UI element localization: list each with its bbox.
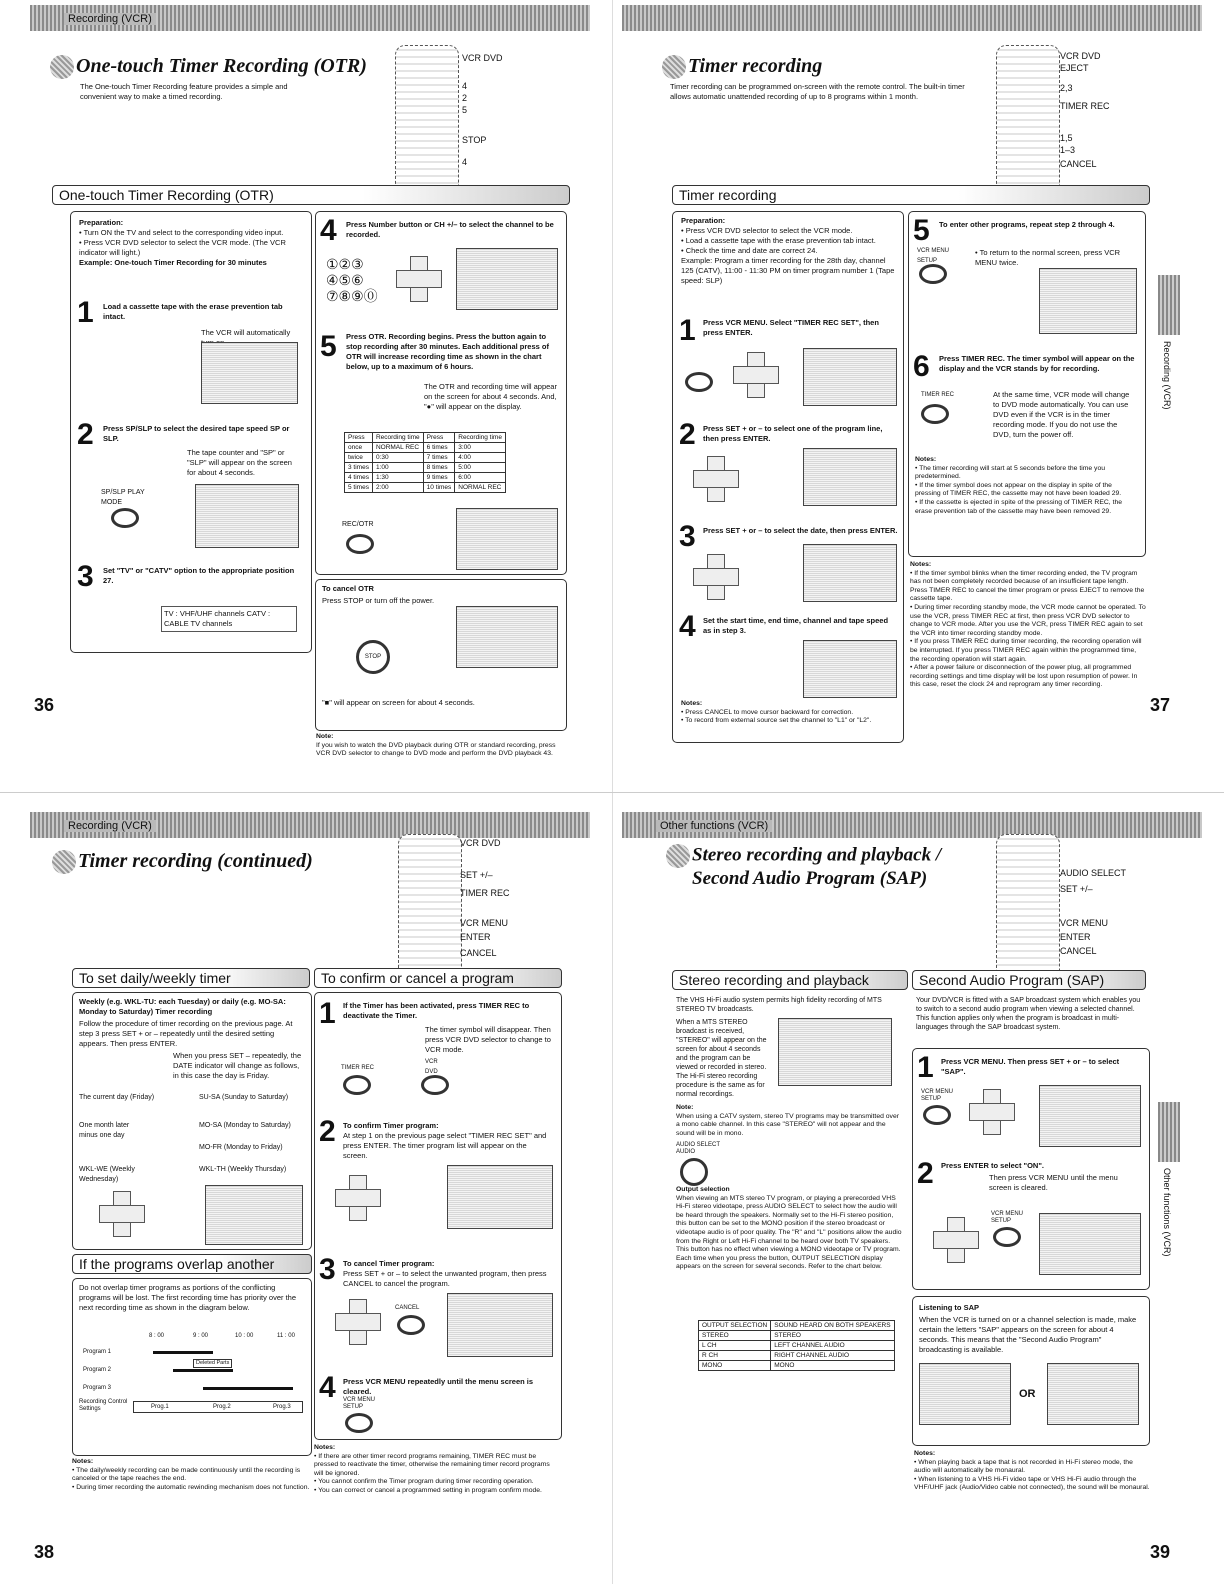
number-buttons-icon: ①②③ ④⑤⑥ ⑦⑧⑨⓪ [326,256,378,304]
tv-screen-image [447,1293,553,1357]
step-number: 1 [679,314,696,347]
stereo-note: Note: When using a CATV system, stereo TV programs may be transmitted over a mono cable channel. In this case "STEREO" will not appear and the sound will be in mono. [676,1104,899,1137]
table-row: MONO MONO [699,1361,895,1371]
vcr-menu-button[interactable] [993,1227,1021,1247]
diagram-label: Prog.2 [213,1404,231,1410]
table-header-row: OUTPUT SELECTION SOUND HEARD ON BOTH SPEAKERS [699,1321,895,1331]
section-title: One-touch Timer Recording (OTR) [52,185,570,205]
page-title: Stereo recording and playback / [666,844,941,868]
table-row: once NORMAL REC 6 times 3:00 [345,443,506,453]
step-number: 2 [917,1157,934,1190]
remote-control-icon [398,834,462,986]
remote-label: 4 [462,157,468,167]
title-drop-cap-icon [50,55,74,79]
diagram-time: 8 : 00 [149,1333,165,1339]
left-column-box [672,211,904,743]
page-title: One-touch Timer Recording (OTR) [50,55,367,79]
stereo-intro: The VHS Hi-Fi audio system permits high fidelity recording of MTS STEREO TV broadcasts. [676,997,882,1013]
daily-weekly-box [72,992,312,1250]
page-38 [30,812,590,1582]
diagram-time: 11 : 00 [277,1333,295,1339]
rec-otr-button[interactable] [346,534,374,554]
audio-select-button[interactable] [680,1158,708,1186]
tv-screen-image [803,640,897,698]
page-title: Timer recording (continued) [52,850,313,874]
table-row: 3 times 1:00 8 times 5:00 [345,463,506,473]
middle-divider [0,792,1224,793]
tv-screen-image [803,348,897,406]
remote-label: VCR DVD [1060,51,1101,61]
table-header-row: Press Recording time Press Recording time [345,433,506,443]
confirm-step-1-note: The timer symbol will disappear. Then press VCR DVD selector to change to VCR mode. [425,1025,551,1054]
step-2: Press SET + or – to select one of the program line, then press ENTER. [703,424,883,443]
remote-label: SET +/– [460,870,493,880]
remote-label: VCR MENU [460,918,509,928]
step-1: Press VCR MENU. Select "TIMER REC SET", then press ENTER. [703,318,879,337]
confirm-step-2: To confirm Timer program: [343,1121,439,1130]
weekly-text: Follow the procedure of timer recording on the previous page. At step 3 press SET + or – repeatedly until the desired setting appears. Then press ENTER. [79,1019,293,1048]
prep-title: Preparation: [681,216,726,225]
step-6: Press TIMER REC. The timer symbol will appear on the display and the VCR stands by for recording. [939,354,1135,373]
step-number: 3 [679,520,696,553]
button-label: CANCEL [395,1305,420,1311]
side-label: Other functions (VCR) [1162,1168,1172,1257]
dpad-icon [933,1217,977,1261]
remote-label: 2,3 [1060,83,1073,93]
overlap-text: Do not overlap timer programs as portions of the conflicting programs will be lost. The first recording time has priority over the next recording time as shown in the diagram below. [79,1283,297,1312]
page-header [622,812,1202,838]
step-5-note: The OTR and recording time will appear on the screen for about 4 seconds. And, "●" will appear on the display. [424,382,557,411]
tv-catv-option-box: TV : VHF/UHF channels CATV : CABLE TV channels [161,606,297,632]
otr-time-table [344,432,506,493]
step-6-note: At the same time, VCR mode will change to DVD mode automatically. You can use DVD even if the VCR is in the timer recording mode. If you do not use the DVD, turn the power off. [993,390,1130,439]
step-5: To enter other programs, repeat step 2 through 4. [939,220,1115,229]
page-title: Timer recording [662,55,822,79]
remote-label: CANCEL [460,948,497,958]
step-number: 6 [913,350,930,383]
step-number: 5 [913,214,930,247]
remote-label: AUDIO SELECT [1060,868,1127,878]
page-number: 39 [1150,1542,1171,1562]
page-37 [622,5,1202,765]
title-drop-cap-icon [666,844,690,868]
step-4: Press Number button or CH +/– to select the channel to be recorded. [346,220,554,239]
step-number: 5 [320,330,337,363]
example-text: Example: Program a timer recording for the 28th day, channel 125 (CATV), 11:00 - 11:30 PM on timer program number 1 (Tape speed: SLP) [681,256,895,285]
cycle-item: MO-FR (Monday to Friday) [199,1144,283,1151]
weekly-title: Weekly (e.g. WKL-TU: each Tuesday) or daily (e.g. MO-SA: Monday to Saturday) Timer recording [79,997,286,1016]
step-1: Load a cassette tape with the erase prevention tab intact. [103,302,283,321]
cycle-item: The current day (Friday) [79,1094,155,1101]
title-drop-cap-icon [52,850,76,874]
section-title: Stereo recording and playback [672,970,908,990]
button-label: VCR MENU SETUP [343,1397,376,1410]
prep-item: • Press VCR DVD selector to select the VCR mode. [681,226,853,235]
confirm-step-2-note: At step 1 on the previous page select "TIMER REC SET" and press ENTER. The timer program list will appear on the screen. [343,1131,547,1160]
page-number: 38 [34,1542,55,1562]
button-label: REC/OTR [342,521,374,528]
sap-step-1: Press VCR MENU. Then press SET + or – to select "SAP". [941,1057,1120,1076]
prep-item: • Check the time and date are correct 24. [681,246,818,255]
page-number: 36 [34,695,55,715]
tv-screen-image [1047,1363,1139,1425]
remote-label: VCR MENU [1060,918,1109,928]
cycle-item: One month later minus one day [79,1122,130,1139]
step-1-note: The VCR will automatically [201,328,291,337]
listening-sap-box [912,1296,1150,1446]
right-column-box [315,211,567,575]
sap-intro: Your DVD/VCR is fitted with a SAP broadcast system which enables you to switch to a second audio program when viewing a selected channel. This function applies only when the program is broadcast in multi-languages through the SAP broadcast system. [916,997,1141,1031]
tv-screen-image [201,342,298,404]
output-table [698,1320,895,1371]
page-39 [622,812,1202,1582]
stop-button[interactable]: STOP [356,640,390,674]
step-2: Press SP/SLP to select the desired tape speed SP or SLP. [103,424,290,443]
remote-label: 2 [462,93,468,103]
button-label: VCR MENU SETUP [917,248,950,264]
remote-label: 1,5 [1060,133,1073,143]
side-tab [1158,275,1180,335]
step-number: 2 [319,1115,336,1148]
table-row: STEREO STEREO [699,1331,895,1341]
output-selection: Output selection When viewing an MTS stereo TV program, or playing a prerecorded VHS Hi-Fi stereo videotape, press AUDIO SELECT to select how the audio will be heard through the speakers. Normally set to the Hi-Fi stereo position, this button can be set to the MONO position if the stereo broadcast or videotape audio is of poor quality. The "R" and "L" positions allow the audio from the Right or Left Hi-Fi channel to be heard over both TV speakers. This button has no effect when viewing a MONO videotape or TV program. Each time when you press the button, OUTPUT SELECTION display appears on the screen for several seconds. Refer to the chart below. [676,1186,902,1271]
remote-label: STOP [462,135,487,145]
notes-left: Notes: • Press CANCEL to move cursor backward for correction. • To record from external source set the channel to "L1" or "L2". [681,700,872,725]
weekly-note: When you press SET – repeatedly, the DATE indicator will change as follows, in this case the day is Friday. [173,1051,302,1080]
cycle-item: MO-SA (Monday to Saturday) [199,1122,291,1129]
sap-step-2-note: Then press VCR MENU until the menu screen is cleared. [989,1173,1118,1192]
remote-label: TIMER REC [1060,101,1110,111]
prep-item: • Load a cassette tape with the erase prevention tab intact. [681,236,876,245]
section-title: Timer recording [672,185,1150,205]
remote-control-icon [996,45,1060,197]
dpad-icon [693,456,737,500]
tv-screen-image [1039,1085,1141,1147]
cycle-item: SU-SA (Sunday to Saturday) [199,1094,289,1101]
program-bar [203,1387,293,1390]
table-row: twice 0:30 7 times 4:00 [345,453,506,463]
tv-screen-image [1039,268,1137,334]
diagram-label: Prog.3 [273,1404,291,1410]
step-number: 2 [77,418,94,451]
cancel-text: Press STOP or turn off the power. [322,596,435,605]
button-label: VCR MENU SETUP [991,1211,1024,1224]
page-header [30,5,590,31]
confirm-step-3: To cancel Timer program: [343,1259,435,1268]
table-row: L CH LEFT CHANNEL AUDIO [699,1341,895,1351]
page-header [622,5,1202,31]
step-number: 3 [319,1253,336,1286]
page-number: 37 [1150,695,1171,715]
cycle-item: WKL-WE (Weekly Wednesday) [79,1166,135,1183]
button-label: TIMER REC [921,392,954,398]
left-column-box [70,211,312,653]
dpad-icon [396,256,440,300]
step-number: 1 [917,1051,934,1084]
step-number: 4 [679,610,696,643]
section-title: Second Audio Program (SAP) [912,970,1146,990]
tv-screen-image [205,1185,303,1245]
dpad-icon [969,1089,1013,1133]
prep-item: • Press VCR DVD selector to select the VCR mode. (The VCR indicator will light.) [79,238,286,257]
or-label: OR [1019,1388,1036,1400]
confirm-step-1: If the Timer has been activated, press TIMER REC to deactivate the Timer. [343,1001,530,1020]
tv-screen-image [456,248,558,310]
header-label: Recording (VCR) [64,820,156,832]
prep-title: Preparation: [79,218,124,227]
vcr-menu-button[interactable] [345,1413,373,1433]
remote-label: TIMER REC [460,888,510,898]
step-number: 1 [319,997,336,1030]
side-label: Recording (VCR) [1162,341,1172,410]
button-label: VCR MENU SETUP [921,1089,954,1102]
note-block: Note: If you wish to watch the DVD playback during OTR or standard recording, press VCR DVD selector to change to DVD mode and perform the DVD playback 43. [316,733,556,758]
step-number: 3 [77,560,94,593]
step-5: Press OTR. Recording begins. Press the button again to stop recording after 30 minutes. Each additional press of OTR will increase recording time as shown in the chart below, up to a maximum of 6 hours. [346,332,549,371]
cancel-note: "■" will appear on screen for about 4 seconds. [322,698,475,707]
vcr-dvd-button[interactable] [421,1075,449,1095]
stereo-text: When a MTS STEREO broadcast is received, "STEREO" will appear on the screen for about 4 seconds and the program can be viewed or recorded in stereo. The Hi-Fi stereo recording procedure is the same as for normal recordings. [676,1019,767,1098]
tv-screen-image [778,1018,892,1086]
intro-text: Timer recording can be programmed on-screen with the remote control. The built-in timer allows automatic unattended recording of up to 8 programs within 1 month. [670,82,965,101]
example-text: Example: One-touch Timer Recording for 30 minutes [79,258,267,267]
tv-screen-image [919,1363,1011,1425]
step-2-note: The tape counter and "SP" or "SLP" will appear on the screen for about 4 seconds. [187,448,292,477]
diagram-time: 10 : 00 [235,1333,254,1339]
notes-block: Notes: • If the timer symbol blinks when the timer recording ended, the TV program has not been completely recorded because of an insufficient tape length. Press TIMER REC to cancel the timer program or press EJECT to remove the cassette tape. • During timer recording standby mode, the VCR mode cannot be operated. To use the VCR, press TIMER REC at first, then press VCR DVD selector to change to VCR mode. After you use the VCR, press TIMER REC again to set the VCR into timer recording standby mode. • If you press TIMER REC during timer recording, the recording operation will be interrupted. If you press TIMER REC again within the programmed time, the recording operation will start again. • After a power failure or disconnection of the power plug, all programmed recording settings and time display will be lost upon resumption of power. In this case, reset the clock 24 and reprogram any timer recording. [910,561,1146,689]
page-header [30,812,590,838]
notes-block: Notes: • When playing back a tape that is not recorded in Hi-Fi stereo mode, the audio will automatically be monaural. • When listening to a VHS Hi-Fi video tape or VHS Hi-Fi audio through the VHF/UHF jack (Audio/Video cable not connected), the sound will be monaural. [914,1450,1150,1492]
confirm-step-4: Press VCR MENU repeatedly until the menu screen is cleared. [343,1377,534,1396]
header-label: Recording (VCR) [64,13,156,25]
intro-text: The One-touch Timer Recording feature provides a simple and convenient way to make a timed recording. [80,82,288,101]
program-bar [153,1351,213,1354]
diagram-label: Prog.1 [151,1404,169,1410]
side-tab [1158,1102,1180,1162]
listening-title: Listening to SAP [919,1303,979,1312]
notes-block: Notes: • The daily/weekly recording can be made continuously until the recording is canceled or the tape reaches the end. • During timer recording the automatic rewinding mechanism does not function. [72,1458,310,1491]
remote-label: 5 [462,105,468,115]
overlap-box [72,1278,312,1456]
remote-control-icon [395,45,459,197]
tv-screen-image [456,606,558,668]
remote-label: ENTER [1060,932,1091,942]
step-number: 4 [319,1371,336,1404]
step-4: Set the start time, end time, channel and tape speed as in step 3. [703,616,889,635]
remote-label: VCR DVD [460,838,501,848]
cancel-title: To cancel OTR [322,584,374,593]
tv-screen-image [195,484,299,548]
sap-steps-box [912,1048,1150,1290]
timer-rec-button[interactable] [921,404,949,424]
diagram-row: Program 3 [83,1385,112,1391]
remote-label: CANCEL [1060,159,1097,169]
confirm-cancel-box [314,992,562,1440]
diagram-row: Program 1 [83,1349,112,1355]
dpad-icon [335,1299,379,1343]
page-36 [30,5,590,765]
table-row: 5 times 2:00 10 times NORMAL REC [345,483,506,493]
step-3: Set "TV" or "CATV" option to the appropriate position 27. [103,566,295,585]
cancel-otr-box [315,579,567,731]
button-label: TIMER REC [341,1065,374,1071]
diagram-label: Deleted Parts [193,1359,232,1368]
diagram-time: 9 : 00 [193,1333,209,1339]
notes-block: Notes: • If there are other timer record programs remaining, TIMER REC must be pressed to reactivate the timer, otherwise the remaining timer record programs will be ignored. • You cannot confirm the Timer program during timer recording operation. • You can correct or cancel a programmed setting in program confirm mode. [314,1444,550,1494]
step-number: 4 [320,214,337,247]
remote-label: VCR DVD [462,53,503,63]
remote-label: CANCEL [1060,946,1097,956]
button-label: AUDIO SELECT AUDIO [676,1142,720,1155]
remote-label: 1–3 [1060,145,1076,155]
section-title: To set daily/weekly timer [72,968,310,988]
vcr-menu-button[interactable] [923,1105,951,1125]
cycle-item: WKL-TH (Weekly Thursday) [199,1166,287,1173]
step-number: 1 [77,296,94,329]
step-number: 2 [679,418,696,451]
cancel-button[interactable] [397,1315,425,1335]
tv-screen-image [803,448,897,506]
program-bar [173,1369,233,1372]
vcr-menu-button[interactable] [919,264,947,284]
dpad-icon [693,554,737,598]
diagram-row: Recording Control Settings [79,1399,128,1412]
title-drop-cap-icon [662,55,686,79]
dpad-icon [733,352,777,396]
sp-slp-button[interactable] [111,508,139,528]
step-3: Press SET + or – to select the date, then press ENTER. [703,526,898,535]
tv-screen-image [447,1165,553,1229]
sap-step-2: Press ENTER to select "ON". [941,1161,1044,1170]
button-label: VCR DVD [425,1059,438,1075]
table-row: R CH RIGHT CHANNEL AUDIO [699,1351,895,1361]
tv-screen-image [456,508,558,570]
table-row: 4 times 1:30 9 times 6:00 [345,473,506,483]
section-title: To confirm or cancel a program [314,968,562,988]
tv-screen-image [1039,1213,1141,1275]
section-title: If the programs overlap another [72,1254,312,1274]
tv-screen-image [803,544,897,602]
dpad-icon [99,1191,143,1235]
remote-label: ENTER [460,932,491,942]
timer-rec-button[interactable] [343,1075,371,1095]
diagram-row: Program 2 [83,1367,112,1373]
remote-label: EJECT [1060,63,1089,73]
dpad-icon [335,1175,379,1219]
page-title-line-2: Second Audio Program (SAP) [692,868,928,889]
vcr-menu-button[interactable] [685,372,713,392]
header-label: Other functions (VCR) [656,820,772,832]
notes-box: Notes: • The timer recording will start at 5 seconds before the time you predetermined. • If the timer symbol does not appear on the display in spite of the pressing of TIMER REC, the cassette may not have been loaded 29. • If the cassette is ejected in spite of the pressing of TIMER REC, the erase prevention tab of the cassette may have been removed 29. [915,456,1123,515]
remote-label: 4 [462,81,468,91]
remote-label: SET +/– [1060,884,1093,894]
listening-text: When the VCR is turned on or a channel selection is made, make certain the letters "SAP" appears on the screen for about 4 seconds. This means that the "Second Audio Program" broadcasting is available. [919,1315,1137,1354]
step-5-note: • To return to the normal screen, press VCR MENU twice. [975,248,1121,267]
right-column-box [908,211,1146,557]
confirm-step-3-note: Press SET + or – to select the unwanted program, then press CANCEL to cancel the program. [343,1269,547,1288]
prep-item: • Turn ON the TV and select to the corresponding video input. [79,228,284,237]
remote-control-icon [996,834,1060,986]
button-label: SP/SLP PLAY MODE [101,489,145,506]
